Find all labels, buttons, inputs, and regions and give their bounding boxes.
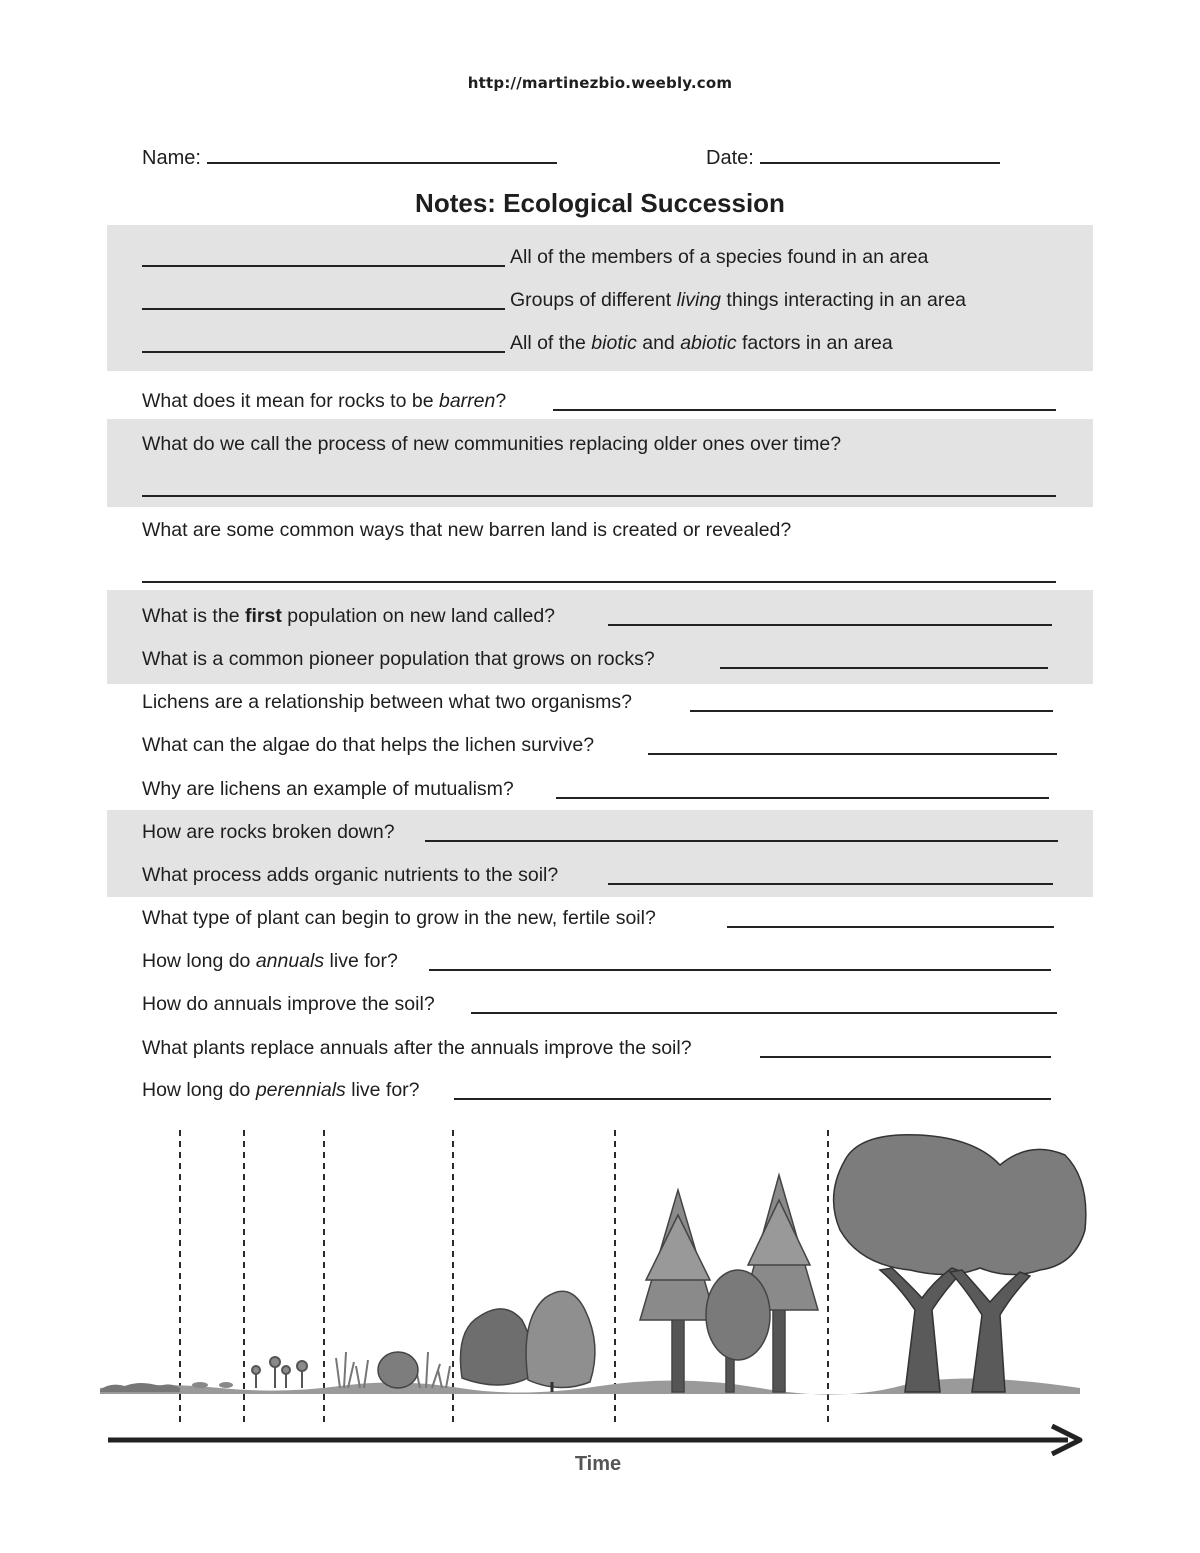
question-annuals-life: How long do annuals live for? — [142, 950, 398, 972]
name-field[interactable] — [142, 144, 557, 170]
question-pioneer: What is a common pioneer population that grows on rocks? — [142, 648, 655, 670]
answer-blank[interactable] — [471, 1012, 1057, 1014]
question-mutualism: Why are lichens an example of mutualism? — [142, 778, 514, 800]
question-barren-land: What are some common ways that new barren land is created or revealed? — [142, 519, 792, 541]
answer-blank[interactable] — [608, 883, 1053, 885]
name-label: Name: — [142, 147, 201, 169]
answer-blank[interactable] — [142, 495, 1056, 497]
question-nutrients: What process adds organic nutrients to the soil? — [142, 864, 559, 886]
lichen-patches — [192, 1382, 233, 1388]
definition-text: All of the biotic and abiotic factors in an area — [510, 332, 893, 354]
question-replace: What plants replace annuals after the annuals improve the soil? — [142, 1037, 692, 1059]
date-label: Date: — [706, 147, 754, 169]
question-barren: What does it mean for rocks to be barren? — [142, 390, 507, 412]
time-arrow — [108, 1426, 1080, 1454]
question-process: What do we call the process of new communities replacing older ones over time? — [142, 433, 842, 455]
question-plant-type: What type of plant can begin to grow in the new, fertile soil? — [142, 907, 656, 929]
answer-blank[interactable] — [608, 624, 1052, 626]
bushes — [460, 1291, 594, 1392]
large-deciduous-trees — [834, 1135, 1086, 1392]
question-annuals-soil: How do annuals improve the soil? — [142, 993, 435, 1015]
definition-blank[interactable] — [142, 308, 505, 310]
deciduous-tree-small — [706, 1270, 770, 1392]
annual-plants — [252, 1357, 307, 1388]
question-first-population: What is the first population on new land called? — [142, 605, 556, 627]
answer-blank[interactable] — [454, 1098, 1051, 1100]
question-algae: What can the algae do that helps the lichen survive? — [142, 734, 595, 756]
definition-text: All of the members of a species found in an area — [510, 246, 929, 268]
answer-blank[interactable] — [142, 581, 1056, 583]
question-rocks: How are rocks broken down? — [142, 821, 395, 843]
answer-blank[interactable] — [727, 926, 1054, 928]
answer-blank[interactable] — [760, 1056, 1051, 1058]
answer-blank[interactable] — [720, 667, 1048, 669]
question-lichens: Lichens are a relationship between what two organisms? — [142, 691, 632, 713]
date-field[interactable] — [706, 144, 1000, 170]
site-url: http://martinezbio.weebly.com — [467, 74, 733, 92]
definition-blank[interactable] — [142, 351, 505, 353]
definition-text: Groups of different living things interacting in an area — [510, 289, 967, 311]
answer-blank[interactable] — [648, 753, 1057, 755]
date-blank[interactable] — [760, 144, 1000, 164]
small-shrub — [378, 1352, 418, 1388]
bare-rock — [100, 1383, 180, 1392]
answer-blank[interactable] — [690, 710, 1053, 712]
answer-blank[interactable] — [429, 969, 1051, 971]
name-blank[interactable] — [207, 144, 557, 164]
time-axis-label: Time — [574, 1453, 622, 1475]
question-perennials-life: How long do perennials live for? — [142, 1079, 420, 1101]
definition-blank[interactable] — [142, 265, 505, 267]
answer-blank[interactable] — [425, 840, 1058, 842]
answer-blank[interactable] — [556, 797, 1049, 799]
succession-diagram — [0, 1120, 1200, 1553]
page-title: Notes: Ecological Succession — [415, 188, 785, 218]
answer-blank[interactable] — [553, 409, 1056, 411]
